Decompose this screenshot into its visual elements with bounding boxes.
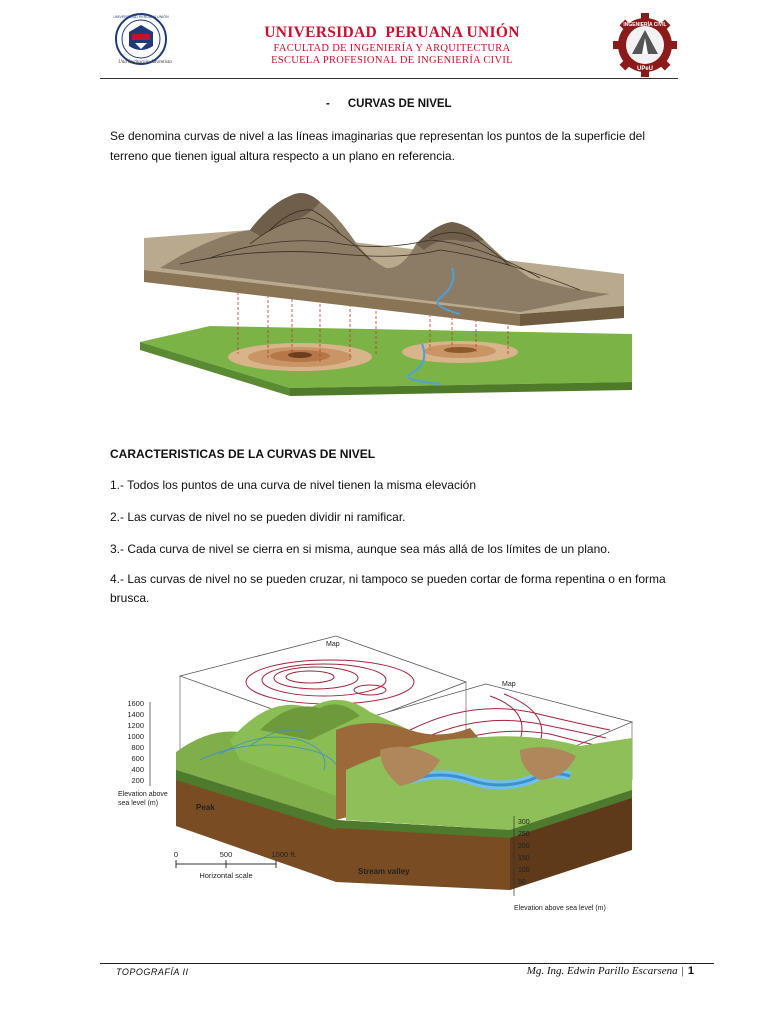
left-axis-tick: 600: [131, 754, 144, 763]
characteristic-item: 4.- Las curvas de nivel no se pueden cruzar, ni tampoco se pueden cortar de forma repentina o en forma brusca.: [110, 572, 666, 605]
left-axis-title: Elevation above: [118, 791, 168, 798]
footer-separator: |: [681, 965, 684, 977]
left-axis-tick: 1200: [127, 721, 144, 730]
author-name: Mg. Ing. Edwin Parillo Escarsena: [526, 965, 678, 977]
right-logo-letters: UPeU: [636, 66, 654, 72]
peak-valley-block-diagram: [110, 620, 658, 916]
left-axis-tick: 1400: [127, 710, 144, 719]
motto: Una Institución Adventista: [118, 60, 172, 65]
peak-label: Peak: [196, 803, 215, 812]
right-axis-title: Elevation above sea level (m): [514, 905, 606, 912]
map-label: Map: [326, 641, 340, 648]
section-title-text: CURVAS DE NIVEL: [347, 98, 452, 110]
intro-paragraph: Se denomina curvas de nivel a las líneas imaginarias que representan los puntos de la superficie del terreno que tienen igual altura respecto a un plano en referencia.: [110, 129, 645, 163]
map-label: Map: [502, 681, 516, 688]
valley-label: Stream valley: [358, 867, 410, 876]
left-axis-title: sea level (m): [118, 800, 159, 807]
header-divider: [100, 78, 678, 79]
right-logo-text: INGENIERÍA CIVIL: [623, 22, 667, 28]
university-name: UNIVERSIDAD PERUANA UNIÓN: [264, 24, 520, 41]
left-axis-tick: 400: [131, 765, 144, 774]
left-axis-tick: 1600: [127, 699, 144, 708]
school-name: ESCUELA PROFESIONAL DE INGENIERÍA CIVIL: [271, 55, 513, 66]
characteristic-item: 3.- Cada curva de nivel se cierra en si misma, aunque sea más allá de los límites de un plano.: [110, 542, 611, 556]
left-axis-tick: 1000: [127, 732, 144, 741]
right-axis-tick: 250: [518, 831, 530, 838]
page-number: 1: [687, 965, 694, 977]
footer-course: TOPOGRAFÍA II: [116, 967, 189, 977]
characteristics-title: CARACTERISTICAS DE LA CURVAS DE NIVEL: [110, 447, 376, 461]
section-dash: -: [326, 98, 330, 110]
left-logo-text: UNIVERSIDAD PERUANA UNIÓN: [113, 15, 169, 19]
left-axis-tick: 200: [131, 776, 144, 785]
characteristic-item: 1.- Todos los puntos de una curva de nivel tienen la misma elevación: [110, 478, 476, 492]
characteristic-item: 2.- Las curvas de nivel no se pueden dividir ni ramificar.: [110, 510, 406, 524]
right-axis-tick: 200: [518, 843, 530, 850]
contour-projection-illustration: [140, 174, 632, 402]
faculty-name: FACULTAD DE INGENIERÍA Y ARQUITECTURA: [273, 43, 511, 54]
right-axis-tick: 150: [518, 855, 530, 862]
right-axis-tick: 50: [518, 879, 526, 886]
scale-tick: 500: [219, 850, 233, 859]
footer-divider: [100, 963, 714, 964]
scale-tick: 1000 ft.: [271, 850, 297, 859]
scale-label: Horizontal scale: [199, 871, 253, 880]
civil-engineering-logo: [612, 12, 678, 78]
section-title: [326, 98, 452, 110]
left-axis-tick: 800: [131, 743, 144, 752]
footer-author: [470, 965, 694, 977]
scale-tick: 0: [173, 850, 179, 859]
right-axis-tick: 300: [518, 819, 530, 826]
right-axis-tick: 100: [518, 867, 530, 874]
